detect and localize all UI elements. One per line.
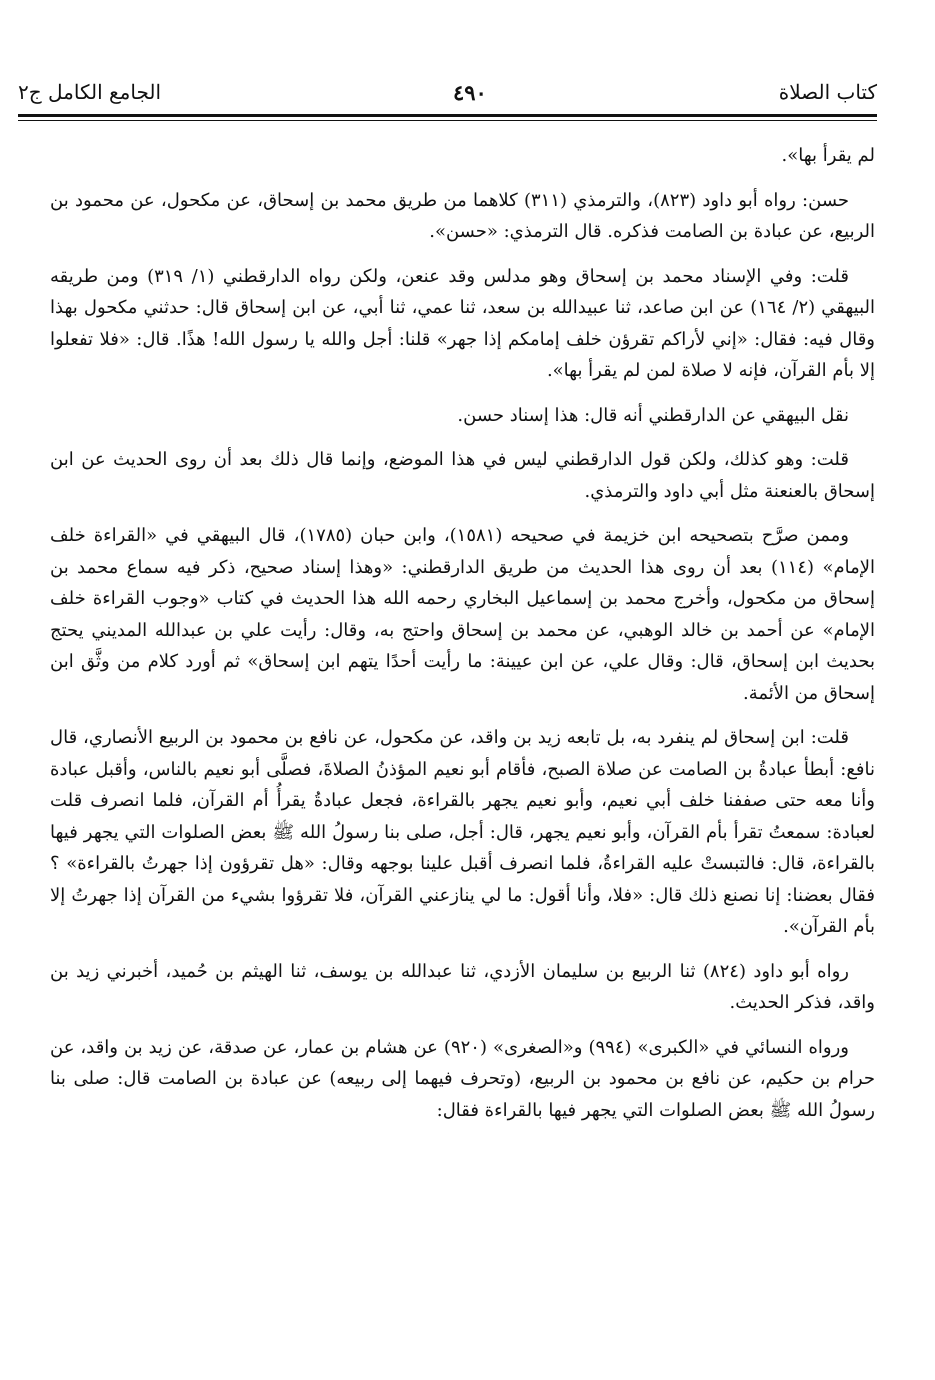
header-rule-thin	[18, 120, 877, 121]
paragraph: ورواه النسائي في «الكبرى» (٩٩٤) و«الصغرى» (٩٢٠) عن هشام بن عمار، عن صدقة، عن زيد بن واقد، عن حرام بن حكيم، عن نافع بن محمود بن الربيع، (وتحرف فيهما إلى ربيعه) عن عبادة بن الصامت قال: صلى بنا رسولُ الله ﷺ بعض الصلوات التي يجهر فيها بالقراءة فقال:	[50, 1036, 875, 1121]
paragraph: قلت: ابن إسحاق لم ينفرد به، بل تابعه زيد بن واقد، عن مكحول، عن نافع بن محمود بن الربيع الأنصاري، قال نافع: أبطأ عبادةُ بن الصامت عن صلاة الصبح، فأقام أبو نعيم المؤذنُ الصلاةَ، فصلَّى أبو نعيم بالناس، وأقبل عبادة وأنا معه حتى صففنا خلف أبي نعيم، وأبو نعيم يجهر بالقراءة، فجعل عبادةُ يقرأُ أم القرآن، فلما انصرف قلت لعبادة: سمعتُ تقرأ بأم القرآن، وأبو نعيم يجهر، قال: أجل، صلى بنا رسولُ الله ﷺ بعض الصلوات التي يجهر فيها بالقراءة، قال: فالتبستْ عليه القراءةُ، فلما انصرف أقبل علينا بوجهه وقال: «هل تقرؤون إذا جهرتُ بالقراءة» ؟ فقال بعضنا: إنا نصنع ذلك قال: «فلا، وأنا أقول: ما لي ينازعني القرآن، فلا تقرؤوا بشيء من القرآن إذا جهرتُ إلا بأم القرآن».	[50, 727, 875, 937]
book-title: الجامع الكامل ج٢	[18, 80, 162, 104]
paragraph: رواه أبو داود (٨٢٤) ثنا الربيع بن سليمان الأزدي، ثنا عبدالله بن يوسف، ثنا الهيثم بن حُميد، أخبرني زيد بن واقد، فذكر الحديث.	[50, 960, 875, 1013]
running-header	[18, 72, 877, 112]
paragraph: قلت: وهو كذلك، ولكن قول الدارقطني ليس في هذا الموضع، وإنما قال ذلك بعد أن روى الحديث عن ابن إسحاق بالعنعنة مثل أبي داود والترمذي.	[50, 449, 875, 502]
paragraph: وممن صرَّح بتصحيحه ابن خزيمة في صحيحه (١٥٨١)، وابن حبان (١٧٨٥)، قال البيهقي في «القراءة خلف الإمام» (١١٤) بعد أن روى هذا الحديث من طريق الدارقطني: «وهذا إسناد صحيح، ذكر فيه سماع محمد بن إسحاق من مكحول، وأخرج محمد بن إسماعيل البخاري رحمه الله هذا الحديث في كتاب «وجوب القراءة خلف الإمام» عن أحمد بن خالد الوهبي، عن محمد بن إسحاق واحتج به، وقال: رأيت علي بن عبدالله المديني يحتج بحديث ابن إسحاق، قال: وقال علي، عن ابن عيينة: ما رأيت أحدًا يتهم ابن إسحاق» ثم أورد كلام من وثَّق ابن إسحاق من الأئمة.	[50, 525, 876, 704]
paragraph: نقل البيهقي عن الدارقطني أنه قال: هذا إسناد حسن.	[457, 404, 849, 426]
chapter-title: كتاب الصلاة	[778, 80, 877, 104]
paragraph: حسن: رواه أبو داود (٨٢٣)، والترمذي (٣١١) كلاهما من طريق محمد بن إسحاق، عن مكحول، عن محمود بن الربيع، عن عبادة بن الصامت فذكره. قال الترمذي: «حسن».	[50, 189, 875, 242]
paragraph: لم يقرأ بها».	[781, 145, 875, 166]
page-body	[50, 140, 875, 1139]
page-number: ٤٩٠	[452, 79, 487, 105]
paragraph: قلت: وفي الإسناد محمد بن إسحاق وهو مدلس وقد عنعن، ولكن رواه الدارقطني (١/ ٣١٩) ومن طريقه البيهقي (٢/ ١٦٤) عن ابن صاعد، ثنا عبيدالله بن سعد، ثنا عمي، ثنا أبي، عن ابن إسحاق قال: حدثني مكحول بهذا وقال فيه: فقال: «إني لأراكم تقرؤن خلف إمامكم إذا جهر» قلنا: أجل والله يا رسول الله! هذًا. قال: «فلا تفعلوا إلا بأم القرآن، فإنه لا صلاة لمن لم يقرأ بها».	[50, 265, 875, 381]
header-rule-thick	[18, 114, 877, 117]
